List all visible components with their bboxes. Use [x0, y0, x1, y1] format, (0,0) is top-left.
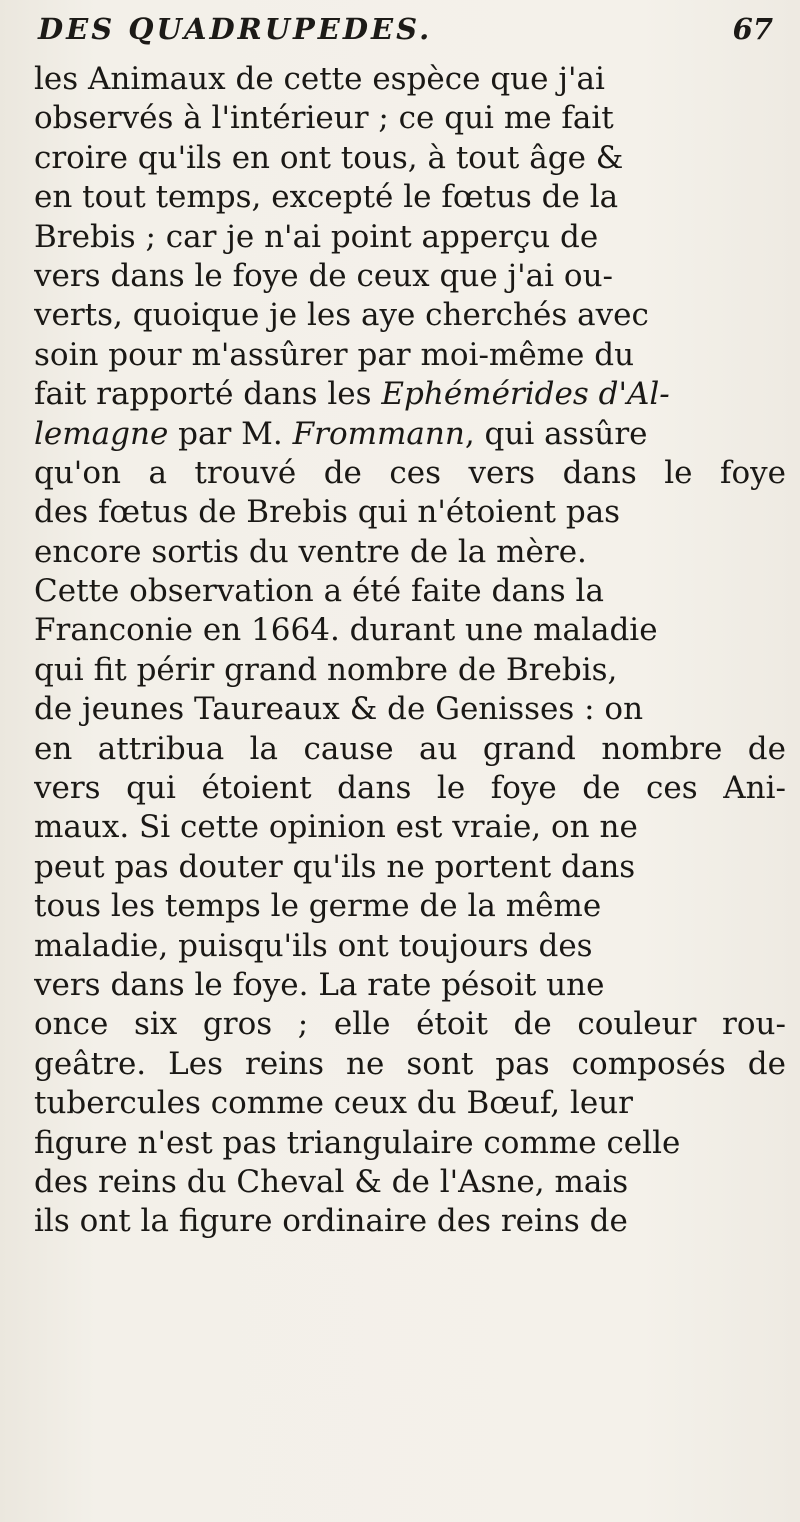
text-line [34, 1045, 790, 1084]
text-run: Brebis ; car je n'ai point apperçu de [34, 218, 599, 255]
italic-text: Frommann [292, 415, 465, 452]
text-run: tubercules comme ceux du Bœuf, leur [34, 1085, 633, 1122]
text-run: vers qui étoient dans le foye de ces Ani- [34, 770, 786, 807]
text-line [34, 336, 790, 375]
text-run: Franconie en 1664. durant une maladie [34, 612, 658, 649]
text-run: en tout temps, excepté le fœtus de la [34, 179, 619, 216]
text-line [34, 966, 790, 1005]
body-text [34, 60, 790, 1242]
text-run: peut pas douter qu'ils ne portent dans [34, 848, 636, 885]
text-line [34, 99, 790, 138]
text-run: des reins du Cheval & de l'Asne, mais [34, 1163, 629, 1200]
text-line [34, 257, 790, 296]
text-line [34, 493, 790, 532]
text-line [34, 454, 790, 493]
text-run: de jeunes Taureaux & de Genisses : on [34, 691, 644, 728]
text-run: observés à l'intérieur ; ce qui me fait [34, 100, 614, 137]
italic-text: Ephémérides d'Al- [381, 376, 670, 413]
text-line [34, 887, 790, 926]
text-line [34, 296, 790, 335]
italic-text: lemagne [34, 415, 169, 452]
text-run: tous les temps le germe de la même [34, 888, 602, 925]
text-run: en attribua la cause au grand nombre de [34, 730, 786, 767]
text-line [34, 139, 790, 178]
text-line [34, 178, 790, 217]
text-run: soin pour m'assûrer par moi-même du [34, 336, 635, 373]
text-run: , qui assûre [464, 415, 648, 452]
text-line [34, 690, 790, 729]
text-run: par M. [168, 415, 293, 452]
text-line [34, 651, 790, 690]
text-line [34, 533, 790, 572]
text-line [34, 1124, 790, 1163]
running-title: DES QUADRUPEDES. [38, 12, 433, 46]
text-run: des fœtus de Brebis qui n'étoient pas [34, 494, 621, 531]
text-line [34, 1163, 790, 1202]
text-line [34, 60, 790, 99]
text-line [34, 375, 790, 414]
text-run: les Animaux de cette espèce que j'ai [34, 61, 605, 97]
text-line [34, 808, 790, 847]
page-header [38, 8, 773, 54]
text-run: verts, quoique je les aye cherchés avec [34, 297, 649, 334]
text-line [34, 1202, 790, 1241]
text-run: encore sortis du ventre de la mère. [34, 533, 587, 570]
text-line [34, 730, 790, 769]
text-line [34, 1005, 790, 1044]
text-line [34, 1084, 790, 1123]
text-run: ils ont la figure ordinaire des reins de [34, 1203, 628, 1240]
text-run: maux. Si cette opinion est vraie, on ne [34, 809, 638, 846]
text-line [34, 927, 790, 966]
text-run: qui fit périr grand nombre de Brebis, [34, 651, 618, 688]
text-line [34, 769, 790, 808]
page-number: 67 [732, 12, 773, 46]
text-run: once six gros ; elle étoit de couleur rou- [34, 1006, 786, 1043]
text-run: maladie, puisqu'ils ont toujours des [34, 927, 593, 964]
text-line [34, 611, 790, 650]
text-line [34, 572, 790, 611]
text-run: figure n'est pas triangulaire comme celle [34, 1124, 681, 1161]
text-run: fait rapporté dans les [34, 376, 382, 413]
text-line [34, 218, 790, 257]
text-line [34, 848, 790, 887]
text-run: vers dans le foye de ceux que j'ai ou- [34, 257, 614, 294]
text-run: croire qu'ils en ont tous, à tout âge & [34, 139, 624, 176]
text-run: vers dans le foye. La rate pésoit une [34, 966, 605, 1003]
text-run: Cette observation a été faite dans la [34, 573, 604, 610]
text-line [34, 415, 790, 454]
text-run: geâtre. Les reins ne sont pas composés de [34, 1045, 787, 1082]
text-run: qu'on a trouvé de ces vers dans le foye [34, 454, 787, 491]
